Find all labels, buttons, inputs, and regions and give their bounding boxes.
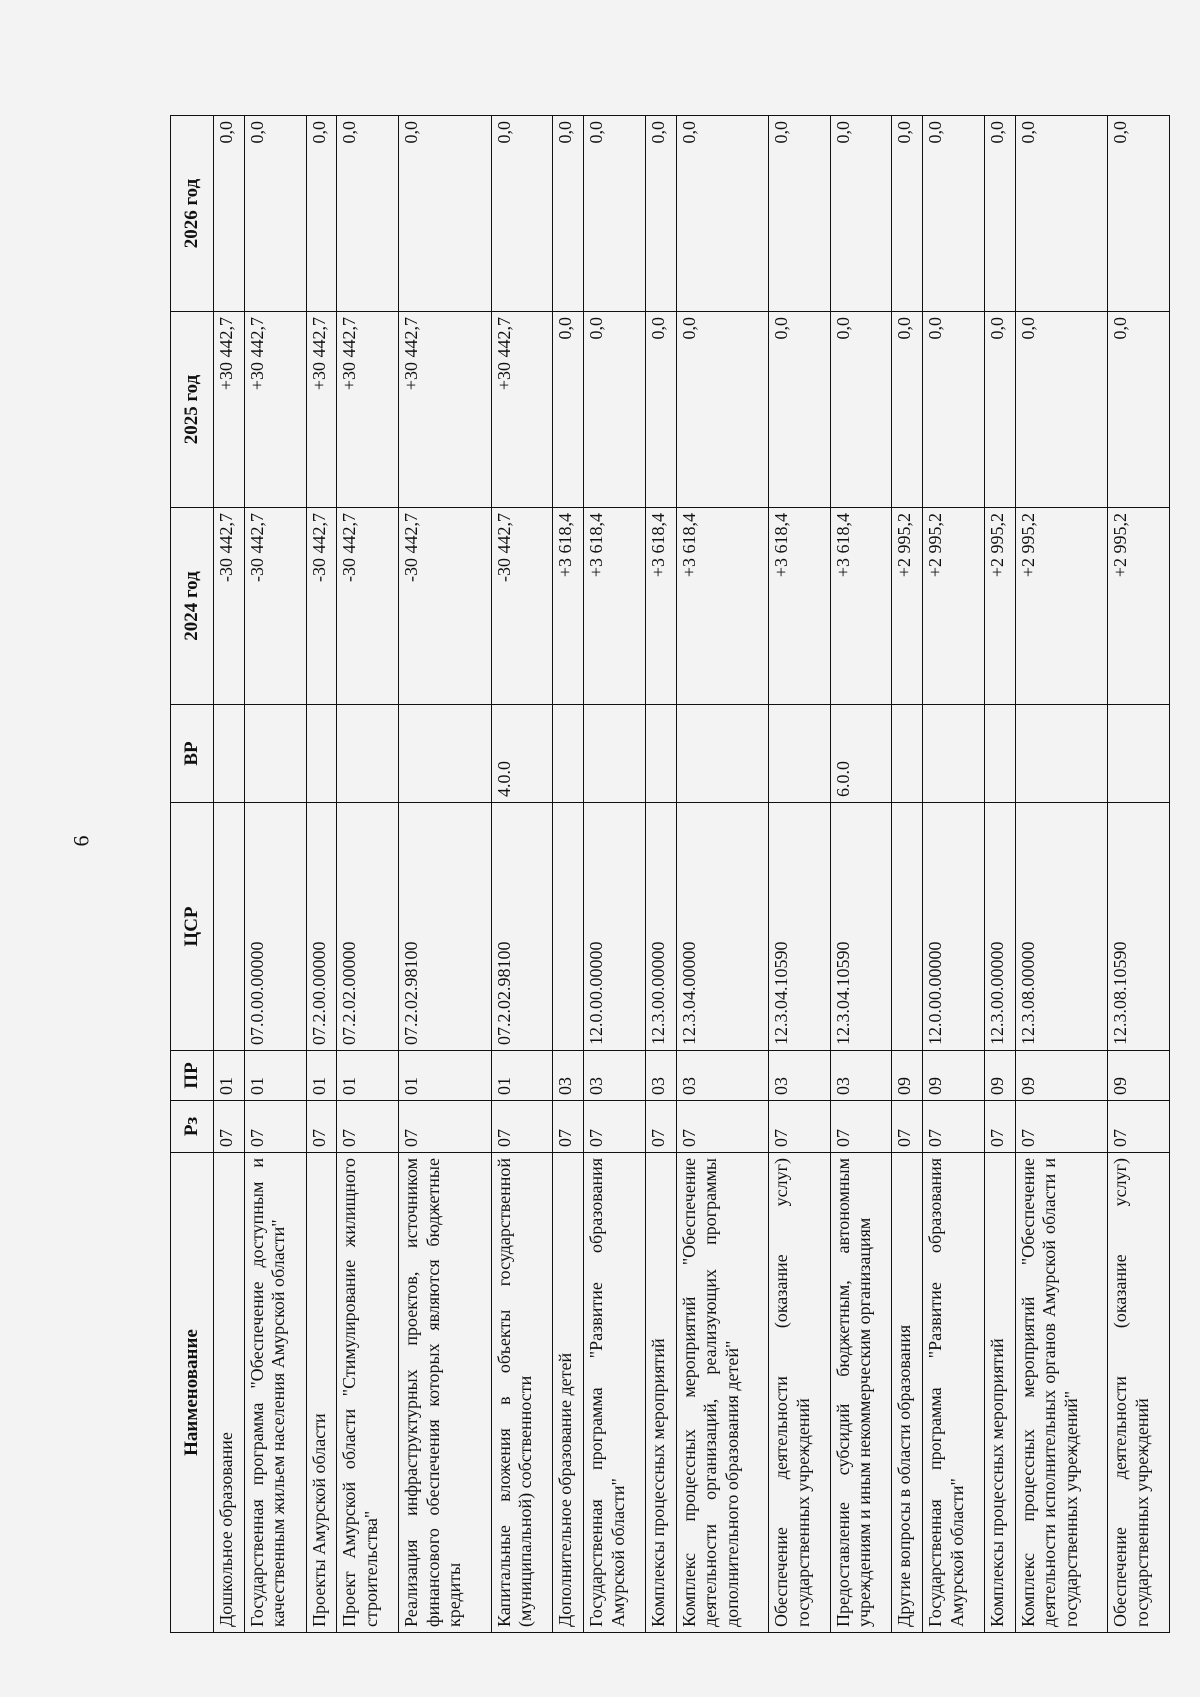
- cell-pr: 01: [337, 1051, 399, 1101]
- cell-name: Другие вопросы в области образования: [892, 1153, 923, 1633]
- table-row: [830, 116, 892, 1633]
- cell-rz: 07: [337, 1101, 399, 1153]
- cell-2024: +2 995,2: [1108, 508, 1170, 705]
- cell-2026: 0,0: [1108, 116, 1170, 312]
- table-row: [584, 116, 646, 1633]
- cell-pr: 03: [830, 1051, 892, 1101]
- cell-2024: +2 995,2: [1015, 508, 1108, 705]
- cell-2025: 0,0: [892, 312, 923, 508]
- cell-2026: 0,0: [923, 116, 985, 312]
- cell-rz: 07: [584, 1101, 646, 1153]
- table-row: [306, 116, 337, 1633]
- table-row: [984, 116, 1015, 1633]
- cell-rz: 07: [645, 1101, 676, 1153]
- cell-csr: [892, 803, 923, 1051]
- cell-2024: +3 618,4: [769, 508, 831, 705]
- cell-name: Проекты Амурской области: [306, 1153, 337, 1633]
- cell-rz: 07: [676, 1101, 769, 1153]
- cell-name: Проект Амурской области "Стимулирование жилищного строительства": [337, 1153, 399, 1633]
- header-2024: 2024 год: [171, 508, 214, 705]
- cell-2026: 0,0: [306, 116, 337, 312]
- cell-csr: 12.0.00.00000: [584, 803, 646, 1051]
- header-2026: 2026 год: [171, 116, 214, 312]
- cell-2024: -30 442,7: [491, 508, 553, 705]
- cell-name: Комплексы процессных мероприятий: [984, 1153, 1015, 1633]
- table-row: [214, 116, 245, 1633]
- cell-name: Предоставление субсидий бюджетным, автономным учреждениям и иным некоммерческим организациям: [830, 1153, 892, 1633]
- cell-rz: 07: [984, 1101, 1015, 1153]
- budget-table: [170, 115, 1170, 1633]
- cell-vr: [553, 705, 584, 803]
- cell-rz: 07: [491, 1101, 553, 1153]
- cell-csr: [214, 803, 245, 1051]
- cell-name: Реализация инфраструктурных проектов, источником финансового обеспечения которых являются бюджетные кредиты: [399, 1153, 492, 1633]
- cell-name: Государственная программа "Обеспечение доступным и качественным жильем населения Амурской области": [244, 1153, 306, 1633]
- cell-name: Капитальные вложения в объекты государственной (муниципальной) собственности: [491, 1153, 553, 1633]
- table-row: [1108, 116, 1170, 1633]
- cell-2025: 0,0: [923, 312, 985, 508]
- cell-2024: +2 995,2: [923, 508, 985, 705]
- cell-2026: 0,0: [244, 116, 306, 312]
- cell-csr: 12.3.00.00000: [645, 803, 676, 1051]
- header-rz: Рз: [171, 1101, 214, 1153]
- header-vr: ВР: [171, 705, 214, 803]
- cell-2024: -30 442,7: [244, 508, 306, 705]
- cell-rz: 07: [244, 1101, 306, 1153]
- cell-rz: 07: [892, 1101, 923, 1153]
- cell-2025: 0,0: [676, 312, 769, 508]
- cell-2024: +3 618,4: [676, 508, 769, 705]
- cell-name: Обеспечение деятельности (оказание услуг) государственных учреждений: [1108, 1153, 1170, 1633]
- cell-csr: 12.3.08.00000: [1015, 803, 1108, 1051]
- cell-2026: 0,0: [214, 116, 245, 312]
- cell-pr: 09: [984, 1051, 1015, 1101]
- cell-csr: 12.3.04.10590: [769, 803, 831, 1051]
- cell-csr: 12.3.04.00000: [676, 803, 769, 1051]
- cell-csr: 07.2.02.00000: [337, 803, 399, 1051]
- cell-2025: 0,0: [553, 312, 584, 508]
- cell-pr: 01: [214, 1051, 245, 1101]
- cell-rz: 07: [1015, 1101, 1108, 1153]
- table-row: [1015, 116, 1108, 1633]
- cell-2024: +2 995,2: [892, 508, 923, 705]
- cell-pr: 03: [769, 1051, 831, 1101]
- cell-rz: 07: [923, 1101, 985, 1153]
- table-row: [244, 116, 306, 1633]
- table-row: [553, 116, 584, 1633]
- cell-name: Комплекс процессных мероприятий "Обеспечение деятельности организаций, реализующих программы дополнительного образования детей": [676, 1153, 769, 1633]
- cell-csr: 12.0.00.00000: [923, 803, 985, 1051]
- cell-2026: 0,0: [491, 116, 553, 312]
- cell-rz: 07: [830, 1101, 892, 1153]
- table-row: [491, 116, 553, 1633]
- cell-vr: [337, 705, 399, 803]
- cell-name: Обеспечение деятельности (оказание услуг) государственных учреждений: [769, 1153, 831, 1633]
- cell-2025: +30 442,7: [399, 312, 492, 508]
- cell-2025: +30 442,7: [306, 312, 337, 508]
- cell-csr: 12.3.08.10590: [1108, 803, 1170, 1051]
- cell-2024: -30 442,7: [306, 508, 337, 705]
- cell-2026: 0,0: [984, 116, 1015, 312]
- cell-2024: +3 618,4: [584, 508, 646, 705]
- cell-pr: 03: [645, 1051, 676, 1101]
- cell-rz: 07: [1108, 1101, 1170, 1153]
- cell-2026: 0,0: [1015, 116, 1108, 312]
- cell-vr: 4.0.0: [491, 705, 553, 803]
- cell-pr: 03: [676, 1051, 769, 1101]
- cell-csr: 12.3.00.00000: [984, 803, 1015, 1051]
- header-name: Наименование: [171, 1153, 214, 1633]
- cell-pr: 03: [553, 1051, 584, 1101]
- cell-2025: 0,0: [830, 312, 892, 508]
- page-number: 6: [68, 835, 94, 847]
- cell-2024: +2 995,2: [984, 508, 1015, 705]
- cell-2026: 0,0: [645, 116, 676, 312]
- cell-vr: [306, 705, 337, 803]
- cell-2024: -30 442,7: [214, 508, 245, 705]
- cell-2024: +3 618,4: [830, 508, 892, 705]
- cell-2026: 0,0: [892, 116, 923, 312]
- cell-name: Государственная программа "Развитие образования Амурской области": [584, 1153, 646, 1633]
- cell-rz: 07: [214, 1101, 245, 1153]
- cell-rz: 07: [553, 1101, 584, 1153]
- cell-name: Комплекс процессных мероприятий "Обеспечение деятельности исполнительных органов Амурской области и государственных учреждений": [1015, 1153, 1108, 1633]
- cell-2025: +30 442,7: [337, 312, 399, 508]
- cell-rz: 07: [306, 1101, 337, 1153]
- cell-2026: 0,0: [769, 116, 831, 312]
- cell-name: Государственная программа "Развитие образования Амурской области": [923, 1153, 985, 1633]
- cell-2026: 0,0: [399, 116, 492, 312]
- cell-2026: 0,0: [337, 116, 399, 312]
- table-row: [769, 116, 831, 1633]
- table-header-row: [171, 116, 214, 1633]
- cell-2025: 0,0: [769, 312, 831, 508]
- cell-2025: +30 442,7: [244, 312, 306, 508]
- cell-name: Комплексы процессных мероприятий: [645, 1153, 676, 1633]
- cell-vr: [1015, 705, 1108, 803]
- cell-vr: [645, 705, 676, 803]
- cell-2025: 0,0: [1108, 312, 1170, 508]
- cell-name: Дополнительное образование детей: [553, 1153, 584, 1633]
- cell-2024: -30 442,7: [337, 508, 399, 705]
- cell-vr: [399, 705, 492, 803]
- cell-vr: [892, 705, 923, 803]
- cell-2025: 0,0: [1015, 312, 1108, 508]
- cell-2025: 0,0: [645, 312, 676, 508]
- cell-rz: 07: [399, 1101, 492, 1153]
- cell-pr: 09: [923, 1051, 985, 1101]
- cell-2024: -30 442,7: [399, 508, 492, 705]
- cell-pr: 01: [491, 1051, 553, 1101]
- table-row: [645, 116, 676, 1633]
- cell-pr: 01: [399, 1051, 492, 1101]
- table-row: [892, 116, 923, 1633]
- cell-2025: +30 442,7: [214, 312, 245, 508]
- cell-pr: 09: [1108, 1051, 1170, 1101]
- cell-csr: 07.2.00.00000: [306, 803, 337, 1051]
- cell-vr: [984, 705, 1015, 803]
- cell-vr: [1108, 705, 1170, 803]
- cell-rz: 07: [769, 1101, 831, 1153]
- cell-vr: [923, 705, 985, 803]
- table-row: [399, 116, 492, 1633]
- cell-vr: [769, 705, 831, 803]
- cell-2026: 0,0: [584, 116, 646, 312]
- cell-vr: [214, 705, 245, 803]
- cell-csr: 07.0.00.00000: [244, 803, 306, 1051]
- cell-2025: 0,0: [584, 312, 646, 508]
- header-2025: 2025 год: [171, 312, 214, 508]
- header-pr: ПР: [171, 1051, 214, 1101]
- cell-pr: 01: [244, 1051, 306, 1101]
- table-row: [923, 116, 985, 1633]
- cell-2026: 0,0: [676, 116, 769, 312]
- cell-name: Дошкольное образование: [214, 1153, 245, 1633]
- cell-2024: +3 618,4: [645, 508, 676, 705]
- cell-vr: [584, 705, 646, 803]
- table-row: [676, 116, 769, 1633]
- cell-pr: 01: [306, 1051, 337, 1101]
- cell-2026: 0,0: [830, 116, 892, 312]
- cell-vr: 6.0.0: [830, 705, 892, 803]
- cell-csr: [553, 803, 584, 1051]
- cell-pr: 09: [892, 1051, 923, 1101]
- rotated-table-container: [170, 116, 1170, 1633]
- cell-pr: 03: [584, 1051, 646, 1101]
- cell-2026: 0,0: [553, 116, 584, 312]
- cell-2025: +30 442,7: [491, 312, 553, 508]
- table-row: [337, 116, 399, 1633]
- cell-vr: [676, 705, 769, 803]
- cell-vr: [244, 705, 306, 803]
- cell-csr: 07.2.02.98100: [491, 803, 553, 1051]
- cell-2025: 0,0: [984, 312, 1015, 508]
- cell-pr: 09: [1015, 1051, 1108, 1101]
- cell-csr: 12.3.04.10590: [830, 803, 892, 1051]
- header-csr: ЦСР: [171, 803, 214, 1051]
- cell-csr: 07.2.02.98100: [399, 803, 492, 1051]
- cell-2024: +3 618,4: [553, 508, 584, 705]
